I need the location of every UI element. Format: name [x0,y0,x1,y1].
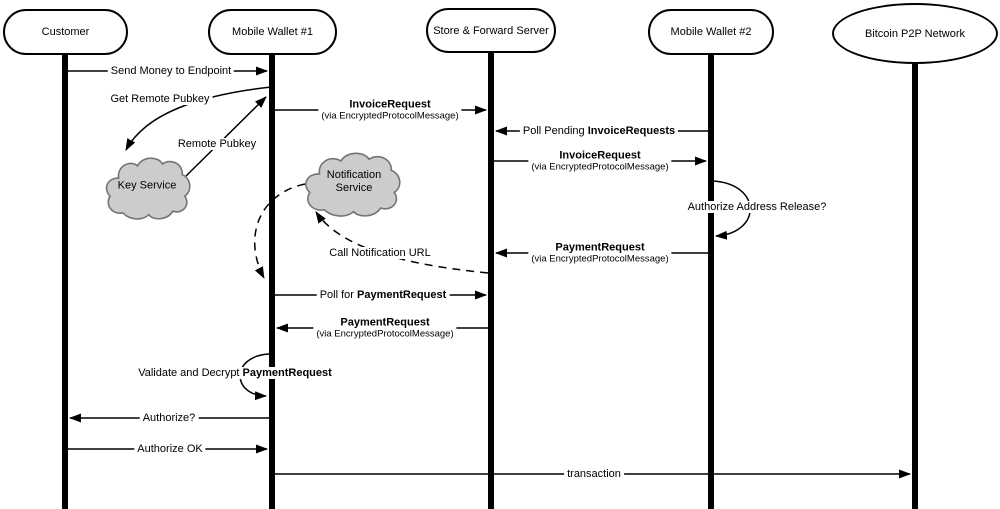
arrow-call-notification-url [316,212,488,273]
label-authorize-ok: Authorize OK [134,443,205,455]
actor-bitcoin-p2p-network-label: Bitcoin P2P Network [864,27,966,40]
label-send-money: Send Money to Endpoint [108,65,234,77]
actor-store-forward-server [426,8,556,53]
arrow-remote-pubkey [186,97,266,176]
actor-mobile-wallet-2 [648,9,774,55]
label-authorize-address-release: Authorize Address Release? [685,201,830,213]
actor-mobile-wallet-1-label: Mobile Wallet #1 [232,26,313,38]
cloud-notification-service-label: Notification Service [326,169,382,194]
label-authorize: Authorize? [140,412,199,424]
actor-store-forward-server-label: Store & Forward Server [433,24,549,37]
arrow-notification-to-wallet-1 [255,184,305,278]
cloud-key-service-label: Key Service [117,179,177,192]
label-poll-for-payment-request: Poll for PaymentRequest [317,289,450,301]
label-transaction: transaction [564,468,624,480]
actor-bitcoin-p2p-network [832,3,998,64]
label-call-notification-url: Call Notification URL [326,247,433,259]
label-get-remote-pubkey: Get Remote Pubkey [107,93,212,105]
label-payment-request-1: PaymentRequest (via EncryptedProtocolMessage) [528,242,671,265]
actor-mobile-wallet-2-label: Mobile Wallet #2 [670,26,752,38]
actor-customer [3,9,128,55]
actor-mobile-wallet-1 [208,9,337,55]
label-payment-request-2: PaymentRequest (via EncryptedProtocolMessage) [313,317,456,340]
label-invoice-request-2: InvoiceRequest (via EncryptedProtocolMessage) [528,150,671,173]
label-poll-pending-invoice-requests: Poll Pending InvoiceRequests [520,125,678,137]
actor-customer-label: Customer [41,26,90,38]
label-remote-pubkey: Remote Pubkey [175,138,259,150]
label-invoice-request-1: InvoiceRequest (via EncryptedProtocolMessage) [318,99,461,122]
label-validate-and-decrypt: Validate and Decrypt PaymentRequest [135,367,335,379]
